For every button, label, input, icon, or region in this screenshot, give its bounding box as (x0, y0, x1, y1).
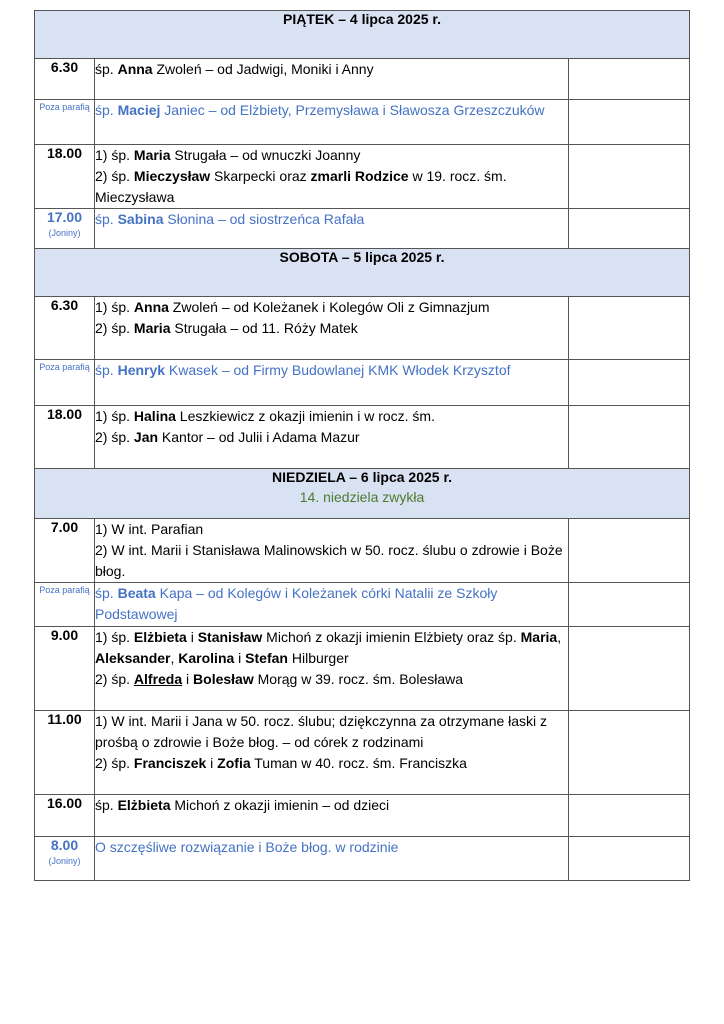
notes-cell (569, 583, 690, 627)
intention-text: Tuman w 40. rocz. śm. Franciszka (250, 755, 467, 771)
mass-intention-cell (95, 519, 569, 583)
mass-intention-cell (95, 145, 569, 209)
day-header (35, 11, 690, 59)
day-header (35, 469, 690, 519)
intention-text: 2) śp. (95, 168, 134, 184)
notes-cell (569, 360, 690, 406)
intention-text: Leszkiewicz z okazji imienin i w rocz. śm. (175, 408, 435, 424)
intention-text: Kantor – od Julii i Adama Mazur (158, 429, 360, 445)
mass-row (35, 360, 690, 406)
mass-time-cell (35, 837, 95, 881)
mass-row (35, 100, 690, 145)
intention-name: Franciszek (133, 755, 207, 771)
intention-line (95, 711, 568, 753)
intention-text: Morąg w 39. rocz. śm. Bolesława (253, 671, 464, 687)
intention-name: Maria (133, 320, 171, 336)
mass-schedule-table (34, 10, 690, 881)
mass-location-note: (Joniny) (48, 856, 81, 866)
mass-row (35, 145, 690, 209)
notes-cell (569, 145, 690, 209)
intention-name: Karolina (178, 650, 235, 666)
intention-text: 1) śp. (95, 147, 134, 163)
intention-name: Bolesław (193, 671, 254, 687)
intention-text: i (234, 650, 246, 666)
mass-time-cell (35, 100, 95, 145)
intention-text: śp. (95, 362, 118, 378)
notes-cell (569, 297, 690, 360)
mass-intention-cell (95, 100, 569, 145)
mass-row (35, 711, 690, 795)
day-header-row (35, 249, 690, 297)
mass-time: 6.30 (50, 59, 79, 75)
intention-text: śp. (95, 211, 118, 227)
intention-text: i (182, 671, 194, 687)
intention-text: i (186, 629, 198, 645)
intention-line (95, 297, 568, 318)
intention-name: Jan (133, 429, 159, 445)
intention-line (95, 519, 568, 540)
notes-cell (569, 627, 690, 711)
intention-line (95, 753, 568, 774)
day-title: PIĄTEK – 4 lipca 2025 r. (283, 11, 441, 27)
intention-text: Hilburger (287, 650, 349, 666)
intention-text: śp. (95, 797, 118, 813)
mass-location-note: Poza parafią (39, 585, 90, 595)
mass-row (35, 59, 690, 100)
intention-name: Elżbieta (133, 629, 187, 645)
mass-time: 8.00 (50, 837, 79, 853)
intention-line (95, 427, 568, 448)
mass-row (35, 519, 690, 583)
intention-name: Stefan (245, 650, 288, 666)
mass-row (35, 795, 690, 837)
mass-time: 9.00 (50, 627, 79, 643)
intention-name: Stanisław (197, 629, 263, 645)
intention-line (95, 360, 568, 381)
mass-row (35, 837, 690, 881)
intention-text: , (170, 650, 179, 666)
notes-cell (569, 59, 690, 100)
intention-line (95, 837, 568, 858)
day-header-row (35, 11, 690, 59)
intention-text: 1) śp. (95, 299, 134, 315)
intention-name: Maria (520, 629, 558, 645)
intention-name: Alfreda (133, 671, 183, 687)
notes-cell (569, 406, 690, 469)
intention-name: Anna (117, 61, 153, 77)
intention-text: 2) śp. (95, 671, 134, 687)
intention-name: Maria (133, 147, 171, 163)
mass-time: 18.00 (46, 145, 83, 161)
mass-intention-cell (95, 59, 569, 100)
mass-time-cell (35, 297, 95, 360)
mass-location-note: Poza parafią (39, 102, 90, 112)
intention-text: Słonina – od siostrzeńca Rafała (163, 211, 365, 227)
intention-line (95, 583, 568, 625)
notes-cell (569, 795, 690, 837)
intention-line (95, 318, 568, 339)
mass-time-cell (35, 406, 95, 469)
intention-line (95, 166, 568, 208)
mass-time-cell (35, 627, 95, 711)
day-header-row (35, 469, 690, 519)
mass-row (35, 627, 690, 711)
mass-time-cell (35, 360, 95, 406)
mass-time: 11.00 (47, 711, 82, 727)
intention-text: śp. (95, 585, 118, 601)
intention-name: Aleksander (95, 650, 171, 666)
mass-time-cell (35, 519, 95, 583)
mass-intention-cell (95, 795, 569, 837)
mass-intention-cell (95, 583, 569, 627)
intention-text: 1) W int. Marii i Jana w 50. rocz. ślubu; dziękczynna za otrzymane łaski z prośbą o zdrowie i Boże błog. – od córek z rodzinami (95, 713, 548, 750)
mass-time-cell (35, 145, 95, 209)
mass-intention-cell (95, 360, 569, 406)
intention-text: 1) śp. (95, 629, 134, 645)
mass-intention-cell (95, 209, 569, 249)
intention-text: w 19. rocz. śm. Mieczysława (95, 168, 507, 205)
intention-line (95, 59, 568, 80)
mass-row (35, 297, 690, 360)
notes-cell (569, 711, 690, 795)
intention-line (95, 100, 568, 121)
intention-text: , (557, 629, 562, 645)
mass-time-cell (35, 795, 95, 837)
mass-time-cell (35, 59, 95, 100)
mass-time: 7.00 (50, 519, 79, 535)
mass-intention-cell (95, 627, 569, 711)
day-header (35, 249, 690, 297)
intention-name: Elżbieta (117, 797, 171, 813)
mass-time-cell (35, 583, 95, 627)
mass-time: 16.00 (46, 795, 83, 811)
mass-time: 18.00 (46, 406, 83, 422)
mass-time: 6.30 (50, 297, 79, 313)
intention-name: Beata (117, 585, 156, 601)
intention-text: Michoń z okazji imienin Elżbiety oraz śp. (262, 629, 521, 645)
intention-line (95, 540, 568, 582)
intention-text: Zwoleń – od Jadwigi, Moniki i Anny (152, 61, 374, 77)
intention-name: Mieczysław (133, 168, 211, 184)
mass-row (35, 583, 690, 627)
intention-text: Strugała – od 11. Róży Matek (170, 320, 358, 336)
intention-text: Janiec – od Elżbiety, Przemysława i Sławosza Grzeszczuków (160, 102, 545, 118)
mass-intention-cell (95, 406, 569, 469)
intention-name: Halina (133, 408, 176, 424)
day-title: SOBOTA – 5 lipca 2025 r. (279, 249, 445, 265)
mass-intention-cell (95, 297, 569, 360)
mass-location-note: Poza parafią (39, 362, 90, 372)
mass-location-note: (Joniny) (48, 228, 81, 238)
intention-text: Kapa – od Kolegów i Koleżanek córki Natalii ze Szkoły Podstawowej (95, 585, 498, 622)
intention-text: 1) W int. Parafian (95, 521, 204, 537)
intention-text: Zwoleń – od Koleżanek i Kolegów Oli z Gimnazjum (168, 299, 490, 315)
intention-text: Kwasek – od Firmy Budowlanej KMK Włodek Krzysztof (165, 362, 511, 378)
intention-text: 2) śp. (95, 429, 134, 445)
intention-text: Michoń z okazji imienin – od dzieci (170, 797, 390, 813)
intention-name: Zofia (217, 755, 251, 771)
mass-row (35, 209, 690, 249)
mass-intention-cell (95, 837, 569, 881)
intention-line (95, 209, 568, 230)
mass-intention-cell (95, 711, 569, 795)
mass-row (35, 406, 690, 469)
notes-cell (569, 837, 690, 881)
intention-name: Sabina (117, 211, 164, 227)
intention-text: 2) śp. (95, 320, 134, 336)
day-title: NIEDZIELA – 6 lipca 2025 r. (272, 469, 453, 485)
intention-text: Strugała – od wnuczki Joanny (170, 147, 361, 163)
intention-text: O szczęśliwe rozwiązanie i Boże błog. w rodzinie (95, 839, 399, 855)
intention-text: Skarpecki oraz (210, 168, 311, 184)
intention-line (95, 145, 568, 166)
notes-cell (569, 519, 690, 583)
intention-name: Henryk (117, 362, 166, 378)
day-subtitle: 14. niedziela zwykła (299, 489, 425, 505)
notes-cell (569, 100, 690, 145)
intention-name: zmarli Rodzice (310, 168, 409, 184)
intention-text: 2) śp. (95, 755, 134, 771)
intention-text: 2) W int. Marii i Stanisława Malinowskich w 50. rocz. ślubu o zdrowie i Boże błog. (95, 542, 563, 579)
intention-line (95, 669, 568, 690)
mass-time: 17.00 (46, 209, 83, 225)
intention-name: Anna (133, 299, 169, 315)
intention-line (95, 406, 568, 427)
intention-name: Maciej (117, 102, 161, 118)
intention-text: śp. (95, 61, 118, 77)
intention-text: 1) śp. (95, 408, 134, 424)
mass-time-cell (35, 209, 95, 249)
intention-text: śp. (95, 102, 118, 118)
intention-line (95, 795, 568, 816)
intention-text: i (206, 755, 218, 771)
mass-time-cell (35, 711, 95, 795)
intention-line (95, 627, 568, 669)
notes-cell (569, 209, 690, 249)
